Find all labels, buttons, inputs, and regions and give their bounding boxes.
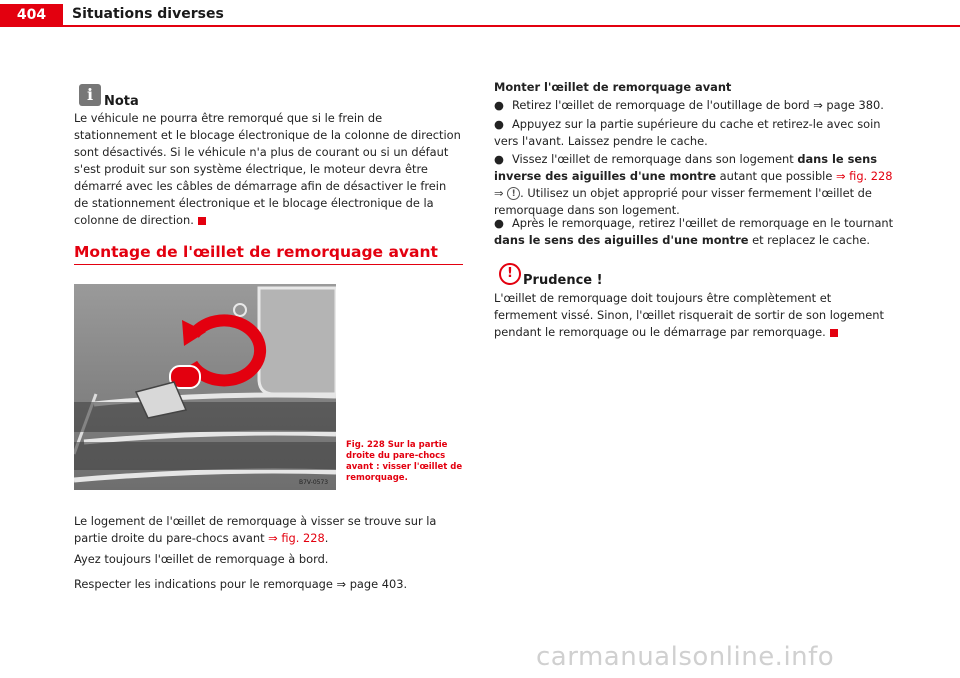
bullet-screw-in: ● Vissez l'œillet de remorquage dans son logement dans le sens inverse des aiguilles d'une montre autant que possible ⇒ fig. 228 ⇒ ! . Utilisez un objet approprié pour visser fermement l'œillet de remorquage dans son logement. (494, 151, 894, 219)
info-icon (79, 84, 101, 106)
bullet-icon: ● (494, 98, 504, 112)
note-body: Le véhicule ne pourra être remorqué que si le frein de stationnement et le blocage électronique de la colonne de direction sont désactivés. Si le véhicule n'a plus de courant ou si un défaut s'est produit sur son système électrique, le moteur devra être démarré avec les câbles de démarrage afin de désactiver le frein de stationnement électronique et le blocage électronique de la colonne de direction. (74, 111, 461, 227)
section-rule (74, 264, 463, 265)
paragraph-location: Le logement de l'œillet de remorquage à visser se trouve sur la partie droite du pare-chocs avant ⇒ fig. 228. (74, 514, 437, 545)
figure-code: B7V-0573 (299, 479, 329, 486)
note-text (74, 110, 464, 229)
caution-text: L'œillet de remorquage doit toujours être complètement et fermement vissé. Sinon, l'œillet risquerait de sortir de son logement pendant le remorquage ou le démarrage par remorquage. (494, 291, 884, 339)
procedure-heading: Monter l'œillet de remorquage avant (494, 80, 732, 94)
paragraph-towing-reference: Respecter les indications pour le remorquage ⇒ page 403. (74, 577, 408, 591)
warning-icon (499, 263, 521, 285)
page-header (0, 0, 960, 26)
page-number: 404 (0, 4, 63, 26)
bullet-remove-cover: ● Appuyez sur la partie supérieure du cache et retirez-le avec soin vers l'avant. Laissez pendre le cache. (494, 117, 881, 148)
figure-link[interactable]: ⇒ fig. 228 (268, 531, 325, 545)
caution-icon (507, 187, 520, 200)
figure-image (74, 284, 336, 490)
figure-caption: Fig. 228 Sur la partie droite du pare-chocs avant : visser l'œillet de remorquage. (346, 440, 463, 483)
bullet-icon: ● (494, 117, 504, 131)
bullet-remove-from-toolkit: ● Retirez l'œillet de remorquage de l'outillage de bord ⇒ page 380. (494, 98, 884, 112)
bullet-icon: ● (494, 216, 504, 230)
end-mark-icon (198, 217, 206, 225)
bullet-icon: ● (494, 152, 504, 166)
note-heading: Nota (104, 94, 139, 109)
caution-heading: Prudence ! (523, 273, 603, 288)
watermark: carmanualsonline.info (536, 642, 835, 672)
bumper-illustration (74, 284, 336, 490)
header-rule (0, 25, 960, 27)
figure-link[interactable]: ⇒ fig. 228 (835, 169, 893, 183)
paragraph-keep-onboard: Ayez toujours l'œillet de remorquage à bord. (74, 552, 329, 566)
running-title: Situations diverses (72, 6, 224, 22)
end-mark-icon (830, 329, 838, 337)
section-title: Montage de l'œillet de remorquage avant (74, 243, 438, 261)
bullet-after-towing: ● Après le remorquage, retirez l'œillet de remorquage en le tournant dans le sens des aiguilles d'une montre et replacez le cache. (494, 216, 894, 247)
